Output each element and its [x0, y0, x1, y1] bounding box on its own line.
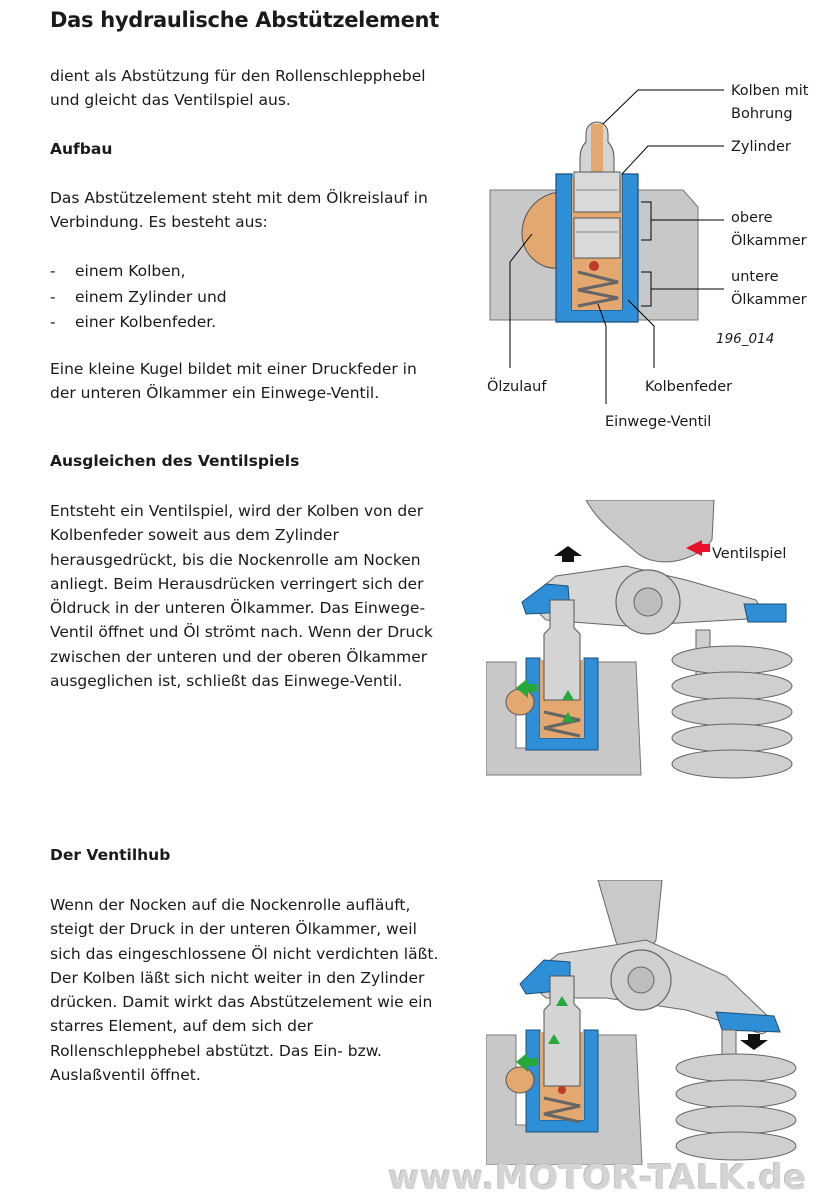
label-kolbenfeder: Kolbenfeder: [645, 379, 733, 395]
section-heading-ventilhub: Der Ventilhub: [50, 846, 171, 864]
label-kolben-mit-bohrung: Kolben mit Bohrung: [731, 83, 809, 122]
list-item: - einer Kolbenfeder.: [50, 313, 217, 331]
figure-ventilspiel: [486, 500, 816, 780]
figure-ventilhub: [486, 880, 816, 1165]
watermark: www.MOTOR-TALK.de: [388, 1158, 807, 1198]
list-item: - einem Kolben,: [50, 262, 186, 280]
label-ventilspiel: Ventilspiel: [712, 546, 787, 562]
aufbau-text: Das Abstützelement steht mit dem Ölkreislauf in Verbindung. Es besteht aus:: [50, 189, 428, 232]
list-item: - einem Zylinder und: [50, 287, 227, 306]
label-obere-oelkammer: obere Ölkammer: [731, 210, 807, 249]
section-heading-ausgleich: Ausgleichen des Ventilspiels: [50, 452, 300, 470]
figure-code: 196_014: [716, 331, 775, 347]
section-heading-aufbau: Aufbau: [50, 140, 113, 158]
aufbau-list: [50, 259, 227, 336]
label-zylinder: Zylinder: [731, 139, 791, 155]
ausgleich-text: Entsteht ein Ventilspiel, wird der Kolben von der Kolbenfeder soweit aus dem Zylinder herausgedrückt, bis die Nockenrolle am Nocken anliegt. Beim Herausdrücken verringert sich der Öldruck in der unteren Ölkammer. Das Einwege-Ventil öffnet und Öl strömt nach. Wenn der Druck zwischen der unteren und der oberen Ölkammer ausgeglichen ist, schließt das Einwege-Ventil.: [50, 502, 433, 691]
ventilhub-text: Wenn der Nocken auf die Nockenrolle aufläuft, steigt der Druck in der unteren Ölkammer, weil sich das eingeschlossene Öl nicht verdichten läßt. Der Kolben läßt sich nicht weiter in den Zylinder drücken. Damit wirkt das Abstützelement wie ein starres Element, auf dem sich der Rollenschlepphebel abstützt. Das Ein- bzw. Auslaßventil öffnet.: [50, 896, 439, 1085]
page-title: Das hydraulische Abstützelement: [50, 8, 439, 32]
label-oelzulauf: Ölzulauf: [487, 379, 547, 395]
aufbau-text-2: Eine kleine Kugel bildet mit einer Druckfeder in der unteren Ölkammer ein Einwege-Ventil.: [50, 360, 417, 403]
intro-text: dient als Abstützung für den Rollenschlepphebel und gleicht das Ventilspiel aus.: [50, 67, 426, 110]
label-einwege-ventil: Einwege-Ventil: [605, 414, 712, 430]
label-untere-oelkammer: untere Ölkammer: [731, 269, 807, 308]
